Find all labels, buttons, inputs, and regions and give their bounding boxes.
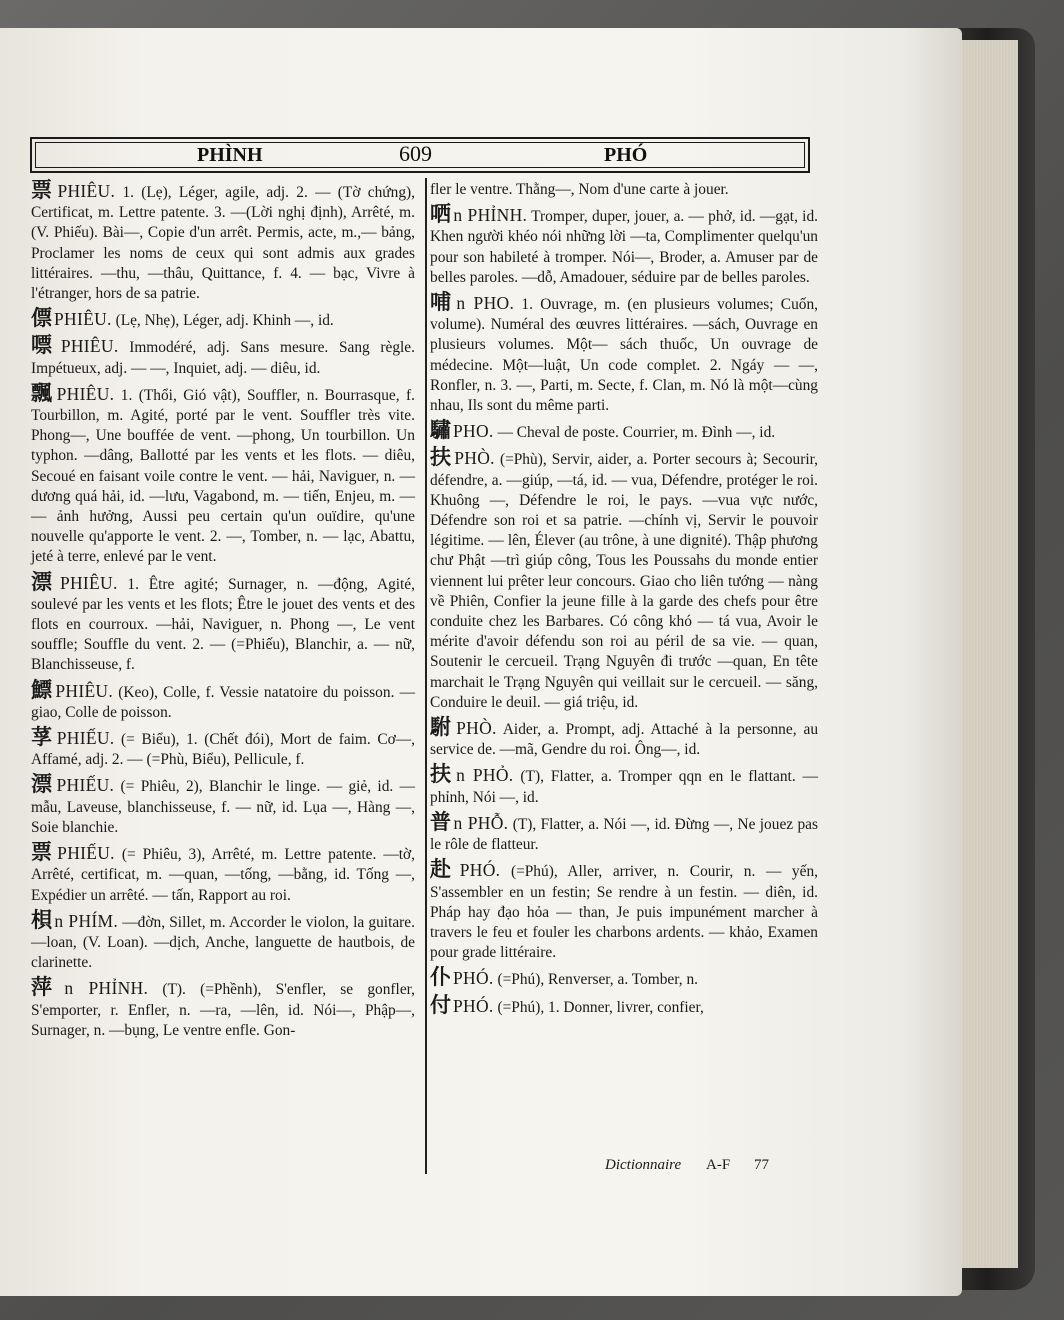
entry-definition: (T), Flatter, a. Nói —, id. Đừng —, Ne jouez pas le rôle de flatteur. (430, 815, 818, 854)
entry-continuation (430, 180, 818, 200)
chinese-character: 哂 (430, 202, 452, 227)
entry-definition: (=Phù), Servir, aider, a. Porter secours à; Secourir, défendre, a. —giúp, —tá, id. — vua, Défendre, protéger le roi. Khuông —, Défendre le roi, le pays. —vua vực nước, Défendre son roi et sa patrie. —chính vị, Servir le pouvoir légitime. — lên, Élever (au trône, à une dignité). Thập phương chư Phật —trì giúp công, Tous les Poussahs du monde entier viennent lui prêter leur concours. Giao cho liên tướng — nàng về Phiên, Confier la jeune fille à la garde des chefs pour être conduite chez les Barbares. Có công khó — tá vua, Avoir le mérite d'avoir défendu son roi au péril de sa vie. — quan, Soutenir le cercueil. Trạng Nguyên đi trước —quan, En tête marchait le Trạng Nguyên qui veillait sur le cercueil. — săng, Conduire le deuil. — giá triệu, id. (430, 451, 819, 711)
chinese-character: 鰾 (31, 677, 54, 702)
entry-definition: (T), Flatter, a. Tromper qqn en le flattant. —phỉnh, Nói —, id. (430, 768, 819, 806)
entry-headword: PHIÊU. (54, 309, 112, 330)
dictionary-entry (31, 677, 415, 723)
entry-headword: n PHỈNH. (453, 205, 528, 226)
dictionary-entry (430, 204, 818, 288)
entry-headword: PHIẾU. (57, 843, 115, 864)
chinese-character: 票 (31, 178, 56, 202)
entry-definition: (= Phiêu, 2), Blanchir le linge. — giẻ, id. — mẫu, Laveuse, blanchisseuse, f. — nữ, id. Lụa —, Hàng —, Soie blanchie. (31, 778, 415, 836)
chinese-character: 扶 (430, 445, 453, 470)
entry-definition: (T). (=Phềnh), S'enfler, se gonfler, S'emporter, r. Enfler, n. —ra, —lên, id. Nói—, Phập—, Surnager, n. —bụng, Le ventre enfle. Gon- (31, 981, 416, 1039)
entry-definition: 1. Ouvrage, m. (en plusieurs volumes; Cuốn, volume). Numéral des œuvres littéraires. —sách, Ouvrage en plusieurs volumes. Một— sách thuốc, Un ouvrage de médecine. Một—luật, Un code complet. 2. Ngáy — —, Ronfler, n. 3. —, Parti, m. Secte, f. Clan, m. Nó là một—cùng nhau, Ils sont du même parti. (430, 296, 819, 415)
entry-definition: —đờn, Sillet, m. Accorder le violon, la guitare. —loan, (V. Loan). —dịch, Anche, languette de hautbois, de clarinette. (31, 913, 415, 972)
left-column (31, 180, 415, 1045)
chinese-character: 扶 (430, 762, 455, 787)
entry-headword: n PHO. (456, 293, 515, 314)
entry-definition: Tromper, duper, jouer, a. — phở, id. —gạt, id. Khen người khéo nói những lời —ta, Complimenter quelqu'un pour son habileté à tromper. Nói—, Broder, a. Amuser par de belles paroles. —dỗ, Amadouer, séduire par de belles paroles. (430, 208, 818, 286)
chinese-character: 哺 (430, 290, 455, 315)
entry-definition: Aider, a. Prompt, adj. Attaché à la personne, au service de. —mã, Gendre du roi. Ông—, id. (430, 721, 819, 759)
footer-section: A-F (706, 1157, 731, 1173)
dictionary-entry (430, 447, 818, 713)
entry-headword: n PHỖ. (453, 812, 509, 833)
dictionary-entry (430, 967, 818, 990)
entry-definition: fler le ventre. Thằng—, Nom d'une carte à jouer. (430, 181, 729, 198)
entry-definition: (Lẹ, Nhẹ), Léger, adj. Khinh —, id. (115, 312, 334, 330)
entry-headword: PHIÊU. (56, 383, 115, 404)
dictionary-entry (31, 774, 415, 838)
chinese-character: 嘌 (31, 333, 59, 358)
entry-definition: (=Phú), 1. Donner, livrer, confier, (497, 998, 704, 1016)
dictionary-entry (430, 764, 818, 807)
chinese-character: 驌 (430, 418, 451, 443)
entry-definition: (= Phiêu, 3), Arrêté, m. Lettre patente. —tờ, Arrêté, certificat, m. —quan, —tống, —bằng, id. Tống —, Expédier un arrêté. — tấn, Rapport au roi. (31, 846, 416, 904)
chinese-character: 萍 (31, 975, 63, 1000)
chinese-character: 赴 (430, 857, 458, 882)
entry-definition: (Keo), Colle, f. Vessie natatoire du poisson. — giao, Colle de poisson. (31, 683, 415, 721)
chinese-character: 仆 (430, 965, 451, 990)
dictionary-entry (31, 308, 415, 331)
entry-headword: PHIÊU. (55, 680, 114, 701)
footer-sheet: 77 (753, 1157, 769, 1173)
chinese-character: 漂 (31, 569, 58, 594)
page-footer (605, 1157, 769, 1174)
page-number: 609 (399, 141, 432, 166)
chinese-character: 駙 (430, 715, 455, 740)
entry-headword: n PHỈNH. (64, 978, 149, 999)
dictionary-entry (31, 977, 415, 1041)
header-left-word: PHÌNH (197, 144, 263, 166)
dictionary-entry (31, 727, 415, 770)
entry-headword: PHÒ. (456, 718, 497, 739)
entry-headword: PHIÊU. (57, 181, 116, 201)
chinese-character: 飄 (31, 380, 55, 405)
chinese-character: 漂 (31, 772, 55, 797)
footer-title: Dictionnaire (605, 1157, 682, 1173)
entry-headword: PHÓ. (459, 860, 501, 881)
dictionary-entry (31, 907, 415, 974)
dictionary-entry (430, 859, 818, 963)
dictionary-entry (430, 420, 818, 443)
entry-definition: Immodéré, adj. Sans mesure. Sang règle. Impétueux, adj. — —, Inquiet, adj. — diêu, id. (31, 339, 415, 377)
chinese-character: 僄 (31, 306, 52, 331)
entry-headword: PHÓ. (453, 968, 494, 989)
dictionary-entry (31, 335, 415, 378)
right-column (430, 180, 818, 1022)
entry-definition: (=Phú), Renverser, a. Tomber, n. (497, 971, 699, 989)
entry-definition: 1. Être agité; Surnager, n. —động, Agité, soulevé par les vents et les flots; Être le jouet des vents et des flots en courroux. —hải, Naviguer, n. Phong —, Le vent souffle; Souffle du vent. 2. — (=Phiếu), Blanchir, a. — nữ, Blanchisseuse, f. (31, 575, 415, 674)
entry-definition: 1. (Lẹ), Léger, agile, adj. 2. — (Tờ chứng), Certificat, m. Lettre patente. 3. —(Lời nghị định), Arrêté, m. (V. Phiếu). Bài—, Copie d'un arrêt. Permis, acte, m.,— bảng, Proclamer les noms de ceux qui sont admis aux grades littéraires. —thu, —thâu, Quittance, f. 4. — bạc, Vivre à l'étranger, hors de sa patrie. (31, 184, 415, 303)
entry-headword: PHIÊU. (60, 336, 119, 357)
entry-definition: — Cheval de poste. Courrier, m. Đình —, id. (497, 424, 776, 442)
chinese-character: 普 (430, 809, 452, 834)
entry-definition: (=Phú), Aller, arriver, n. Courir, n. — yến, S'assembler en un festin; Se rendre à un festin. — diên, id. Pháp hay đạo hỏa — than, Je puis impunément marcher à travers le feu et fouler les charbons ardents. — khảo, Examen pour grade littéraire. (430, 863, 818, 962)
dictionary-entry (31, 380, 416, 568)
entry-headword: PHÓ. (453, 995, 494, 1016)
chinese-character: 莩 (31, 725, 55, 750)
column-divider (425, 178, 427, 1174)
dictionary-entry (430, 809, 818, 855)
dictionary-entry (31, 180, 415, 304)
entry-headword: PHIẾU. (56, 728, 115, 749)
dictionary-entry (430, 992, 818, 1018)
dictionary-entry (31, 842, 415, 906)
dictionary-entry (31, 569, 415, 676)
chinese-character: 票 (31, 840, 56, 865)
entry-headword: PHÒ. (454, 448, 495, 469)
entry-headword: PHIÊU. (59, 572, 118, 593)
entry-definition: 1. (Thổi, Gió vật), Souffler, n. Bourrasque, f. Tourbillon, m. Agité, porté par le vent. Souffler très vite. Phong—, Une bouffée de vent. —phong, Un tourbillon. Un typhon. —dâng, Ballotté par les vents et les flots. — diêu, Secoué en faisant voile contre le vent. — hải, Naviguer, n. — dương quá hải, id. —lưu, Vagabond, m. — tiến, Enjeu, m. — — ảnh hưởng, Aussi peu certain qu'un ouïdire, qu'une nouvelle qu'apporte le vent. 2. —, Tomber, n. — lạc, Abattu, jeté à terre, enlevé par le vent. (31, 386, 416, 566)
entry-headword: PHO. (453, 421, 494, 442)
entry-headword: n PHỎ. (456, 765, 514, 786)
dictionary-entry (430, 717, 818, 760)
entry-headword: PHIẾU. (56, 775, 115, 796)
chinese-character: 付 (430, 992, 451, 1017)
entry-headword: n PHÍM. (54, 910, 119, 931)
entry-definition: (= Biểu), 1. (Chết đói), Mort de faim. Cơ—, Affamé, adj. 2. — (=Phù, Biểu), Pellicule, f. (31, 731, 415, 769)
dictionary-entry (430, 292, 818, 416)
header-right-word: PHÓ (604, 144, 648, 166)
chinese-character: 梖 (31, 907, 53, 932)
